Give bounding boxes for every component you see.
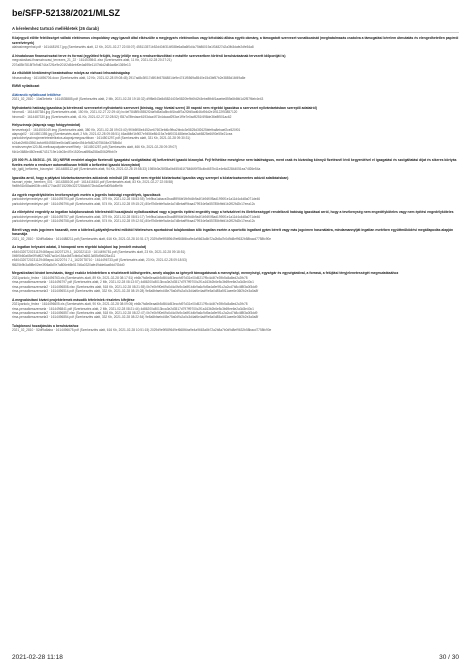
- file-entry: 2021_02_2810 · 52df9a8aba · 1614496675.pdf (Szerkesztés alatt, 616 Kb, 2021-02-28 10:51:15) 2029d9e9f589649ef668f4ba9e4a9663a8b72a2b8a7b0d9d8ef9632b58bacd7758fc90e: [12, 328, 272, 333]
- file-entry: alaprajz02 · 1614501355.jpg (Szerkesztés alatt, 2 Mb, 2021-02-28 09:05:51) 46ad6fbf1b9f27e9456e86419a7e6f0031488ebe3a8a2ab5825e6690e55e21cea: [12, 132, 233, 137]
- file-entry: hihasznalhag · 1614496706.docx (Szerkesztés alatt, 12 Kb, 2021-02-28 09:08:48) 2917ad8c3f017d5f1fb57848814e9e4741f5569a5540e15d3bf57b2e3885d16f49a8e: [12, 75, 246, 80]
- file-entry: 2021parkolo_fedez · 1614496605.xls (Szerkesztés alatt, 90 Kb, 2021-02-28 08:09:05) eb6b7fa5e8eaa6b5d564d53eccfd97d31e00d5217f9c4d4f7e39b5c8a8ed2c2fb78: [12, 302, 248, 307]
- page-number: 30 / 30: [439, 654, 459, 661]
- file-entry: hsznart_ejmtn_hereben_001 · 1614388100.pdf · 1614416610.pdf (Szerkesztés alatt, 83 Kb, 2021-02-27 22:08:58): [12, 180, 174, 185]
- page-footer: [12, 654, 459, 661]
- attachment-block: [12, 245, 459, 267]
- attachment-heading: Az ingatlan helyszíni adatai, 3 hónapnál nem régebbi tulajdoni lap (rendelt másolat): [12, 245, 147, 250]
- file-entry: parkolohelyenedelyez.pdf · 1614495793.pdf (Szerkesztés alatt, 379 Kb, 2021-02-28 08:53:55) 7eb9ba1abace2bad8996bf1fb9d4b9a4f1b94f0f5ad1990f1e1a11d4c4d8a071de46: [12, 197, 261, 202]
- file-entry: sfp_igdij_befizetes_bizonylat · 1614488112.pdf (Szerkesztés alatt, 94 Kb, 2021-02-28 19:58:33) 1985b3e28f35a0b455461f78466f0f78c4bd657b41e4e6d22844051ea74f26e54a: [12, 167, 261, 172]
- attachment-block: [12, 36, 459, 49]
- file-entry: parkolohelyenedelyez.pdf · 1614496758.pdf (Szerkesztés alatt, 574 Kb, 2021-02-28 09:12:51) 80ef7b8ebfe9a4e4a7d8ebaff9baa479934e9a55785bfbfd1b2f02fd2b17eea12c: [12, 219, 256, 224]
- attachment-heading: Bérelt vagy más jogcímen használt, nem a kötelező-pályafejlesztési miliótól hiteleséses aportadóval tulajdonában álló ingatlan esetén a sportoltó ingatlant gyám bérelt vagy más jogcímen használatra, mindamannyiját ingatlan esetében együttműködési megállapodás alapján használja: [12, 227, 454, 237]
- attachment-block: [12, 210, 459, 223]
- document-content: [12, 26, 459, 645]
- attachment-block: [12, 158, 459, 171]
- attachment-block: [12, 193, 459, 206]
- attachment-block: [12, 271, 459, 293]
- file-entry: parkolohelyszinrajzmerletesfeliratos-alaprajzmegosztbban · 1614501297.pdf (Szerkesztés alatt, 331 Kb, 2021-02-28 09:30:31): [12, 136, 191, 141]
- file-entry: e5404320T20231129469apai-1620T129-1_1620221110 · 1614496781.pdf (Szerkesztés alatt, 23 Kb, 2021-02-28 09:18:51): [12, 249, 186, 254]
- attachment-heading: Az előrépítési engedély az ingatlan tulajdonosának hiteleséstől hozzájáruló nyilatkozatával vagy a jogerős építési engedély vagy a helvázlével és illetékességgel rendelkező hatóság igazolásai arról, hogy a tevékenység nem engedélyköteles vagy nem építési engedélyköteles: [12, 210, 454, 215]
- file-entry: 0b5f0b60a65e0f9df627b657ad1e154a4b87cbb6a7a6613d55d9d625a411: [12, 254, 116, 259]
- section-title: A kérelemhez tartozó mellékletek (26 darab): [12, 26, 459, 33]
- file-entry: tervezetrajz3 · 1614501049.tmg (Szerkesztés alatt, 380 Kb, 2021-02-28 09:03:40) 9f0b5f08e4452ce67603efd6c9fba2bbdc3e5825d3f2625bfefba8ebaef2ce520f01: [12, 127, 241, 132]
- file-entry: megvalositasi-finanszirozasi_tervezes_21_22 · 1614539841.xlsx (Szerkesztés alatt, 11 Kb, 2021-02-28 20:27:21): [12, 58, 172, 63]
- attachment-heading: Tulajdonosi hozzájárulás a beruházáshoz: [12, 323, 79, 328]
- footer-timestamp: 2021-02-28 11:18: [12, 654, 63, 661]
- attachment-heading: Igazolás arról, hogy a pályázó köztartozásmentes adózónak minősül (30 napnál nem régebbi köztartozási igazolás vagy szerepel a köztartozásmentes adózói adatbázisban): [12, 175, 289, 180]
- file-entry: rima-penzalkesszensela2 · 1614496808.xlsx (Szerkesztés alatt, 518 Kb, 2021-02-28 08:21:55) 0b7e0b9f0e69c0d4c0fc9c0a9f1b4b9a6c9d9a4a9e9f1c2a2cd7b8c4f8f3a0f3dd9: [12, 284, 258, 289]
- file-entry: e5404320T20231129469apai-16220T4 7-1_16220T8710 · 1614496733.pdf (Szerkesztés alatt, 23 Kb, 2021-02-28 09:18:53): [12, 258, 187, 263]
- file-entry: 9e8fb51b58ade83fb cbf4177da45715209b3227284db572bdd2ae9d0f5dd9e9b: [12, 184, 123, 189]
- attachment-heading: Helyszínrajz (alaprajz vagy fotógyémánlat): [12, 123, 81, 128]
- document-title: be/SFP-52138/2021/MLSZ: [12, 8, 121, 18]
- file-entry: b24ab2b9843961bcfcb9849380ee0b4af51ab6e4944e9d52d075604e3758b8d: [12, 140, 122, 145]
- file-entry: f4b1e3688e45f2eed67431719e14b03e4f7e1520ecaf8f8a258af2062f9bb7e: [12, 149, 118, 154]
- file-entry: rima-penzalkesszensela3 · 1614496514.pdf (Szerkesztés alatt, 332 Kb, 2021-02-28 08:19:28) 9e8a5bfaebd45e75a0d9c2a0c3d4af6e4adf9e5a0d85a5f11aee6e36f2b2e3a0a8f: [12, 289, 259, 294]
- file-entry: hiromat2 · 1614487330.jpg (Szerkesztés alatt, 41 Kb, 2021-02-27 22:28:52) f357a78fedace6193dca4f71b4dcaaf293ce1f9e7e0ad9251f498de36e8f501ac62: [12, 114, 232, 119]
- file-entry: alairasimegerhat.pdf · 1614481917.jpg (Szerkesztés alatt, 12 Kb, 2021-02-27 22:08:07) 455113571b52d404f314f088e6a8a6f0d4c75b86019a1f34827d2a3fb3dafe2dfe54a8: [12, 45, 254, 50]
- attachment-heading: Az egyéb engedélyköteles tevékenységek esetén a jogerős hatósági engedélyek, igazolások: [12, 193, 161, 198]
- attachment-block: [12, 84, 459, 88]
- file-entry: 2021_02_2810 · 10af3ebefa · 1614535885.pdf (Szerkesztés alatt, 2 Mb, 2021-02-28 19:18:32) d9f8e843e8d5824403e5820fe9b0fd2b3ebe8fb6f1aaebe859a5b8fd1d2f57f6eb4e43: [12, 97, 264, 102]
- attachment-block: [12, 123, 459, 154]
- file-entry: rima-penzalkesszensela3 · 1614496854.pdf (Szerkesztés alatt, 332 Kb, 2021-02-28 08:22:54) 9e8a5bfaebd45e75a0d9c2a0c3d4af6e4adf9e5a0d85a5f11aee6e36f2b2e3a0a8f: [12, 315, 259, 320]
- attachment-block: [12, 228, 459, 241]
- attachment-block: [12, 176, 459, 189]
- attachment-block: [12, 324, 459, 333]
- attachment-block: [12, 106, 459, 119]
- attachment-heading: Az elküldött kiválóményi bezárásához miolya az vízhozó lehozatóságalap: [12, 71, 130, 76]
- attachment-block: [12, 298, 459, 320]
- file-entry: parkolohelyenedelyez.pdf · 1614495757.pdf (Szerkesztés alatt, 379 Kb, 2021-02-28 08:51:17) 7eb9ba1abace2bad8996bf1fb9d4b9a4f1b94f0f5ad1990f1e1a11d4c4d8a071de46: [12, 214, 261, 219]
- file-entry: rima-penzalkesszensela · 1614496841.pdf (Szerkesztés alatt, 2 Mb, 2021-02-28 08:21:44) 4d86200c8013bca3e2d3517d797ff9700c2f1a163b2b6e5c3b69ee6e2a3d3e40c1: [12, 306, 254, 311]
- attachment-block: [12, 54, 459, 67]
- file-entry: hiromat1 · 1614487384.jpg (Szerkesztés alatt, 150 Kb, 2021-02-27 22:29:44) bc4ef7848f545552f2da9d5a0a5bc6f1ba8f7a2f2fd5ad646d94d2e1f5122f53857120: [12, 110, 238, 115]
- file-entry: 207a85b7818f7b9d6744a72f1e9e201f2d54ebf0e4a695e1107b6d2d84ad6e1369e13: [12, 62, 131, 67]
- file-entry: rima-penzalkesszensela · 1614496797.pdf (Szerkesztés alatt, 2 Mb, 2021-02-28 08:13:57) 4d86200c8013bca3e2d3517d797ff9700c2f1a163b2b6e5c3b69ee6e2a3d3e40c1: [12, 280, 254, 285]
- file-entry: f8625b9b3a5f8e02ee3f06a8d7e7a806eb5b517d6a0320afe49dde6aa9dd7f2dd0: [12, 262, 125, 267]
- file-entry: parkolohelyenedelyez.pdf · 1614496796.pdf (Szerkesztés alatt, 574 Kb, 2021-02-28 09:15:21) 80ef7b8ebfe9a4e4a7d8ebaff9baa479934e9a55785bfbfd1b2f02fd2b17eea12c: [12, 201, 256, 206]
- attachment-list: [12, 36, 459, 332]
- attachment-heading: EMMI nyilatkozat: [12, 84, 40, 89]
- file-entry: rendezvenyter120-86-meflcsapalyatervezet9hely · 1614501257.pdf (Szerkesztés alatt, 466 Kb, 2021-02-28 09:39:07): [12, 145, 178, 150]
- download-link[interactable]: Aláírandó nyilatkozat letöltése: [12, 92, 61, 97]
- attachment-block: [12, 71, 459, 80]
- attachment-heading: Megvalósítani kívánt beruházás, tárgyi eszköz tekintetében a részletezett költségvetés, amely alapján az igényelt támogatásnak a mennyiségi, mennyiségi, egységár és egységáráival, a forrasá, a felújtási tényjelenetességét megmutatásához: [12, 271, 399, 276]
- file-entry: rima-penzalkesszensela2 · 1614496857.xlsx (Szerkesztés alatt, 518 Kb, 2021-02-28 08:22:47) 0b7e0b9f0e69c0d4c0fc9c0a9f1b4b9a6c9d9a4a9e9f1c2a2cd7b8c4f8f3a0f3dd9: [12, 310, 258, 315]
- attachment-heading: (25 000 Ft. A 39/2011. (VI. 30.) NEFMI rendelet alapján fizetendő igazgatási szolgáltatási díj befizetését igazoló bizonylat. Fejl felhétöse meséglese nem talaléságsos, ment csak és kizárólag könnyű fizetésnél lévő kegyeniélvel el igazgatási és szolgáltatási díjat és sikeres körtyás fizetés esetén a rendszer automatikusan feltölti a befizetést igazoló bizonylatot): [12, 158, 457, 167]
- file-entry: 2021_02_2810 · 52df9a8aba · 1614488211.pdf (Szerkesztés alatt, 616 Kb, 2021-02-28 10:51:17) 2029d9e9f589649ef668f4ba9e4a9663a8b72a2b8a7b0d9d8ef9632b58bacd7758fc90e: [12, 236, 272, 241]
- attachment-heading: Nyilvántartó hatóság igazolása (a kérelmező szervezetet nyilvántartó szervezet (bíróság, vagy hivatal szerv) 30 napnál nem régebbi igazolása a szervezet nyilvántartásban szereplő adatairól): [12, 105, 317, 110]
- attachment-heading: Közjegyző előtte felelősséget vállató elektromos cimpoldány vagy igazolt által elkészülte a megjegyzés elektronikus vagy kétoldalú állása egyéb okmány, a támogatott szervezet vonatkozását (meghatalmazás csatolva a támogatási kérelem útmutatás és elengedhetetlen papírról szerelvények): [12, 36, 459, 45]
- file-entry: 2021parkolo_fedez · 1614496763.xls (Szerkesztés alatt, 89 Kb, 2021-02-28 08:17:51) eb6b7fa5e8eaa6b5d564d53eccfd97d31e00d5217f9c4d4f7e39b5c8a8ed2c2fb78: [12, 275, 248, 280]
- attachment-block: [12, 93, 459, 102]
- attachment-heading: A hivatalosan finanszírozást terve és formai (együtted felújék, hogy jelölje meg a rendszertávolítást e másféle szervezetben történő beruházásának tervezett időpontját is): [12, 53, 286, 58]
- attachment-heading: A megvalósítani kívánt projektelemek második tételeiniek részletes kifejtése: [12, 297, 135, 302]
